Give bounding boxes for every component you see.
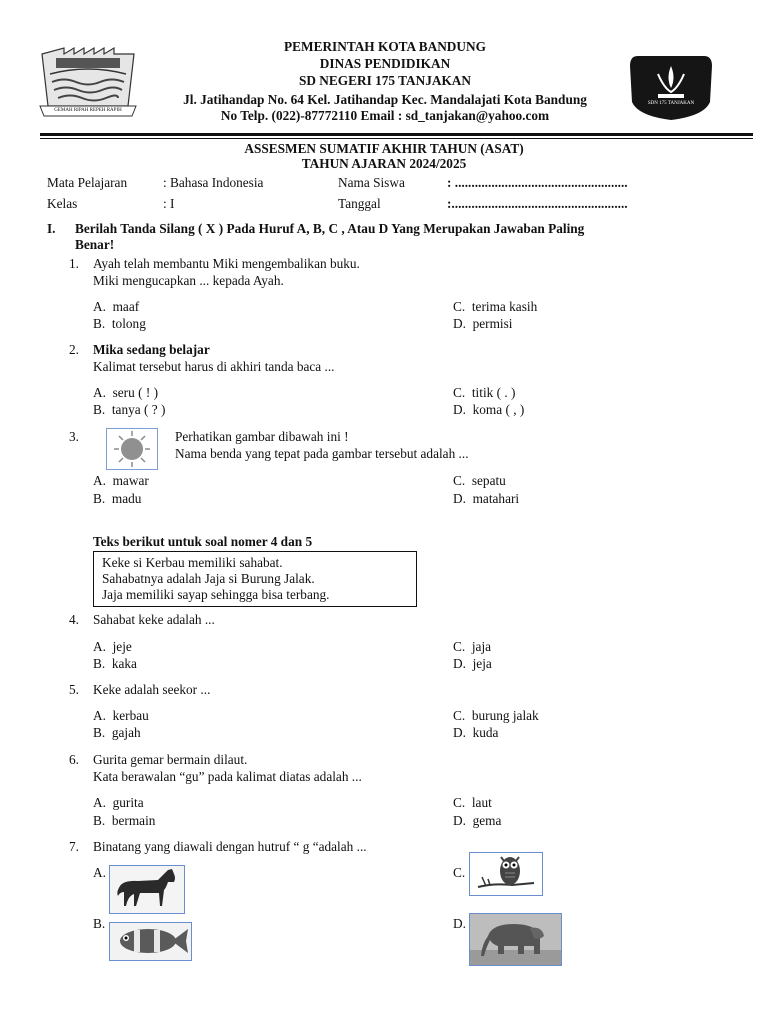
city-emblem-logo xyxy=(38,44,138,122)
option-d[interactable] xyxy=(453,491,519,507)
option-a[interactable] xyxy=(93,708,149,724)
option-text: kerbau xyxy=(112,708,149,723)
option-text: tolong xyxy=(111,316,146,331)
header-government: PEMERINTAH KOTA BANDUNG xyxy=(284,39,486,54)
option-c[interactable] xyxy=(453,708,539,724)
section-instruction: Berilah Tanda Silang ( X ) Pada Huruf A, B, C , Atau D Yang Merupakan Jawaban Paling xyxy=(75,221,585,236)
sun-icon xyxy=(106,428,158,470)
option-letter: A. xyxy=(93,708,106,723)
option-b[interactable] xyxy=(93,656,137,672)
option-text: matahari xyxy=(472,491,520,506)
option-text: bermain xyxy=(111,813,156,828)
header-rule-thin xyxy=(40,138,753,139)
owl-icon[interactable] xyxy=(469,852,543,896)
option-c[interactable] xyxy=(453,639,491,655)
option-text: tanya ( ? ) xyxy=(111,402,166,417)
option-a[interactable] xyxy=(93,385,158,401)
option-c[interactable] xyxy=(453,795,492,811)
question-text: Miki mengucapkan ... kepada Ayah. xyxy=(93,273,284,288)
option-text: gurita xyxy=(112,795,144,810)
fish-icon[interactable] xyxy=(109,922,192,961)
option-letter: A. xyxy=(93,473,106,488)
question-text: Ayah telah membantu Miki mengembalikan buku. xyxy=(93,256,360,271)
elephant-icon[interactable] xyxy=(469,913,562,966)
option-letter: A. xyxy=(93,795,106,810)
option-text: burung jalak xyxy=(471,708,539,723)
option-letter: C. xyxy=(453,639,466,654)
option-a[interactable] xyxy=(93,299,139,315)
option-d[interactable] xyxy=(453,813,501,829)
option-b[interactable]: B. xyxy=(93,916,106,931)
option-text: laut xyxy=(471,795,492,810)
question-text: Binatang yang diawali dengan hutruf “ g “adalah ... xyxy=(93,839,367,854)
student-name-label: Nama Siswa xyxy=(338,175,405,190)
option-letter: B. xyxy=(93,402,106,417)
option-letter: D. xyxy=(453,725,466,740)
section-instruction-cont: Benar! xyxy=(75,237,115,252)
option-text: kuda xyxy=(472,725,499,740)
option-d[interactable]: D. xyxy=(453,916,466,931)
option-b[interactable] xyxy=(93,725,141,741)
option-letter: C. xyxy=(453,708,466,723)
subject-label: Mata Pelajaran xyxy=(47,175,128,190)
question-text: Keke adalah seekor ... xyxy=(93,682,211,697)
option-letter: A. xyxy=(93,385,106,400)
question-number: 4. xyxy=(69,612,79,627)
header-rule-thick xyxy=(40,133,753,136)
option-d[interactable] xyxy=(453,725,498,741)
header-contact: No Telp. (022)-87772110 Email : sd_tanjakan@yahoo.com xyxy=(220,108,550,123)
option-letter: B. xyxy=(93,316,106,331)
date-field[interactable]: :..................................................... xyxy=(447,196,628,211)
passage-line: Sahabatnya adalah Jaja si Burung Jalak. xyxy=(102,571,315,586)
option-text: koma ( , ) xyxy=(472,402,525,417)
section-number: I. xyxy=(47,221,56,236)
option-letter: C. xyxy=(453,473,466,488)
option-letter: B. xyxy=(93,656,106,671)
option-letter: B. xyxy=(93,725,106,740)
option-c[interactable] xyxy=(453,385,515,401)
option-text: seru ( ! ) xyxy=(112,385,159,400)
option-b[interactable] xyxy=(93,491,141,507)
option-text: mawar xyxy=(112,473,149,488)
school-logo-text: SDN 175 TANJAKAN xyxy=(647,101,695,106)
question-text: Mika sedang belajar xyxy=(93,342,210,357)
option-letter: C. xyxy=(453,795,466,810)
option-letter: D. xyxy=(453,656,466,671)
passage-heading: Teks berikut untuk soal nomer 4 dan 5 xyxy=(93,534,313,549)
option-text: terima kasih xyxy=(471,299,538,314)
option-text: titik ( . ) xyxy=(471,385,516,400)
option-letter: B. xyxy=(93,813,106,828)
option-a[interactable] xyxy=(93,795,144,811)
question-number: 3. xyxy=(69,429,79,444)
horse-icon[interactable] xyxy=(109,865,185,914)
option-a[interactable] xyxy=(93,473,149,489)
option-text: permisi xyxy=(472,316,513,331)
option-text: madu xyxy=(111,491,142,506)
option-text: jeje xyxy=(112,639,132,654)
question-number: 7. xyxy=(69,839,79,854)
option-letter: C. xyxy=(453,385,466,400)
passage-line: Keke si Kerbau memiliki sahabat. xyxy=(102,555,283,570)
option-a[interactable]: A. xyxy=(93,865,106,880)
exam-title: ASSESMEN SUMATIF AKHIR TAHUN (ASAT) xyxy=(244,141,524,156)
emblem-motto: GEMAH RIPAH REPEH RAPIH xyxy=(54,108,122,113)
student-name-field[interactable]: : .................................................... xyxy=(447,175,628,190)
passage-line: Jaja memiliki sayap sehingga bisa terbang. xyxy=(102,587,330,602)
option-c[interactable] xyxy=(453,299,537,315)
option-b[interactable] xyxy=(93,813,155,829)
option-letter: C. xyxy=(453,299,466,314)
option-text: gajah xyxy=(111,725,141,740)
question-text: Gurita gemar bermain dilaut. xyxy=(93,752,248,767)
question-text: Kalimat tersebut harus di akhiri tanda baca ... xyxy=(93,359,335,374)
header-department: DINAS PENDIDIKAN xyxy=(319,56,451,71)
exam-year: TAHUN AJARAN 2024/2025 xyxy=(301,156,467,171)
option-letter: D. xyxy=(453,491,466,506)
option-text: jeja xyxy=(472,656,492,671)
option-a[interactable] xyxy=(93,639,132,655)
question-text: Kata berawalan “gu” pada kalimat diatas adalah ... xyxy=(93,769,362,784)
option-letter: A. xyxy=(93,299,106,314)
option-text: maaf xyxy=(112,299,140,314)
option-text: jaja xyxy=(471,639,492,654)
option-letter: D. xyxy=(453,813,466,828)
option-letter: A. xyxy=(93,639,106,654)
question-number: 2. xyxy=(69,342,79,357)
option-d[interactable] xyxy=(453,316,512,332)
option-d[interactable] xyxy=(453,656,492,672)
school-logo xyxy=(628,52,714,122)
class-value: : I xyxy=(163,196,175,211)
question-number: 1. xyxy=(69,256,79,271)
question-text: Perhatikan gambar dibawah ini ! xyxy=(175,429,349,444)
class-label: Kelas xyxy=(47,196,78,211)
question-text: Sahabat keke adalah ... xyxy=(93,612,215,627)
option-text: kaka xyxy=(111,656,137,671)
option-d[interactable] xyxy=(453,402,524,418)
option-b[interactable] xyxy=(93,316,146,332)
option-c[interactable]: C. xyxy=(453,865,466,880)
question-text: Nama benda yang tepat pada gambar tersebut adalah ... xyxy=(175,446,469,461)
option-text: sepatu xyxy=(471,473,506,488)
question-number: 6. xyxy=(69,752,79,767)
option-b[interactable] xyxy=(93,402,165,418)
header-school-name: SD NEGERI 175 TANJAKAN xyxy=(298,73,472,88)
subject-value: : Bahasa Indonesia xyxy=(163,175,264,190)
date-label: Tanggal xyxy=(338,196,381,211)
header-address: Jl. Jatihandap No. 64 Kel. Jatihandap Kec. Mandalajati Kota Bandung xyxy=(183,92,587,107)
option-letter: D. xyxy=(453,402,466,417)
option-text: gema xyxy=(472,813,502,828)
option-letter: B. xyxy=(93,491,106,506)
question-number: 5. xyxy=(69,682,79,697)
option-c[interactable] xyxy=(453,473,506,489)
option-letter: D. xyxy=(453,316,466,331)
